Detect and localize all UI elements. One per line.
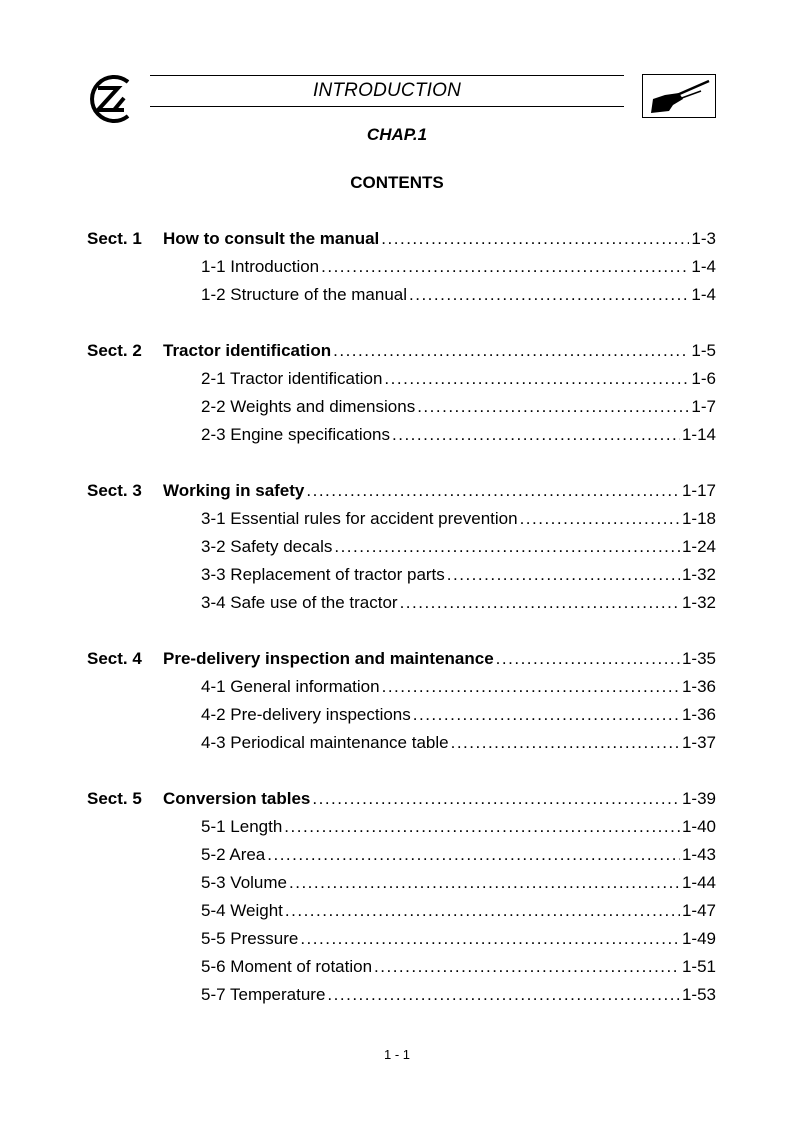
- page-ref: 1-4: [691, 285, 716, 304]
- contents-heading: CONTENTS: [350, 173, 444, 192]
- subsection-title: 3-1 Essential rules for accident prevention: [201, 509, 518, 528]
- stylized-z-logo-icon: [84, 74, 134, 124]
- section-label: Sect. 1: [87, 229, 142, 248]
- dot-leader: [327, 983, 680, 1007]
- section-label: Sect. 3: [87, 481, 142, 500]
- subsection-title: 5-2 Area: [201, 845, 266, 864]
- subsection-title: 4-2 Pre-delivery inspections: [201, 705, 411, 724]
- dot-leader: [284, 815, 680, 839]
- page-ref: 1-37: [681, 733, 716, 752]
- dot-leader: [381, 227, 689, 251]
- hand-icon-box: [642, 74, 716, 118]
- page-ref: 1-3: [691, 229, 716, 248]
- dot-leader: [334, 535, 680, 559]
- dot-leader: [400, 591, 680, 615]
- subsection-title: 5-5 Pressure: [201, 929, 299, 948]
- section-title: Pre-delivery inspection and maintenance: [163, 649, 494, 668]
- dot-leader: [374, 955, 680, 979]
- subsection-title: 3-4 Safe use of the tractor: [201, 593, 398, 612]
- header-title: INTRODUCTION: [312, 80, 462, 101]
- section-title: Conversion tables: [163, 789, 311, 808]
- page-ref: 1-40: [681, 817, 716, 836]
- dot-leader: [321, 255, 689, 279]
- subsection-title: 5-4 Weight: [201, 901, 283, 920]
- page-ref: 1-43: [681, 845, 716, 864]
- page-number: 1 - 1: [383, 1047, 410, 1062]
- section-label: Sect. 4: [87, 649, 142, 668]
- subsection-title: 1-2 Structure of the manual: [201, 285, 408, 304]
- subsection-title: 2-3 Engine specifications: [201, 425, 391, 444]
- section-title: Tractor identification: [163, 341, 332, 360]
- chapter-heading: CHAP.1: [366, 125, 428, 144]
- subsection-title: 5-3 Volume: [201, 873, 287, 892]
- page-ref: 1-36: [681, 705, 716, 724]
- page-ref: 1-53: [681, 985, 716, 1004]
- subsection-title: 3-2 Safety decals: [201, 537, 333, 556]
- dot-leader: [451, 731, 680, 755]
- hand-pointing-icon: [643, 75, 717, 119]
- page-ref: 1-17: [681, 481, 716, 500]
- page-ref: 1-47: [681, 901, 716, 920]
- header-rule-top: [150, 75, 624, 76]
- dot-leader: [496, 647, 680, 671]
- page-ref: 1-36: [681, 677, 716, 696]
- page-ref: 1-14: [681, 425, 716, 444]
- section-label: Sect. 2: [87, 341, 142, 360]
- section-title: How to consult the manual: [163, 229, 380, 248]
- page-ref: 1-32: [681, 593, 716, 612]
- subsection-title: 2-2 Weights and dimensions: [201, 397, 416, 416]
- dot-leader: [285, 899, 680, 923]
- page-ref: 1-6: [691, 369, 716, 388]
- page-ref: 1-39: [681, 789, 716, 808]
- section-title: Working in safety: [163, 481, 305, 500]
- subsection-title: 5-1 Length: [201, 817, 283, 836]
- dot-leader: [417, 395, 689, 419]
- page-ref: 1-18: [681, 509, 716, 528]
- dot-leader: [333, 339, 689, 363]
- header-rule-bottom: [150, 106, 624, 107]
- dot-leader: [300, 927, 680, 951]
- subsection-title: 4-3 Periodical maintenance table: [201, 733, 449, 752]
- page-ref: 1-24: [681, 537, 716, 556]
- page-ref: 1-44: [681, 873, 716, 892]
- page-ref: 1-49: [681, 929, 716, 948]
- dot-leader: [409, 283, 689, 307]
- dot-leader: [447, 563, 680, 587]
- dot-leader: [413, 703, 680, 727]
- dot-leader: [382, 675, 680, 699]
- subsection-title: 2-1 Tractor identification: [201, 369, 383, 388]
- dot-leader: [312, 787, 680, 811]
- page-ref: 1-5: [691, 341, 716, 360]
- dot-leader: [267, 843, 680, 867]
- page-ref: 1-35: [681, 649, 716, 668]
- subsection-title: 3-3 Replacement of tractor parts: [201, 565, 445, 584]
- subsection-title: 4-1 General information: [201, 677, 380, 696]
- subsection-title: 5-6 Moment of rotation: [201, 957, 373, 976]
- page-ref: 1-7: [691, 397, 716, 416]
- page-ref: 1-4: [691, 257, 716, 276]
- dot-leader: [306, 479, 680, 503]
- section-label: Sect. 5: [87, 789, 142, 808]
- page-ref: 1-32: [681, 565, 716, 584]
- subsection-title: 5-7 Temperature: [201, 985, 326, 1004]
- dot-leader: [392, 423, 680, 447]
- dot-leader: [289, 871, 680, 895]
- page-ref: 1-51: [681, 957, 716, 976]
- page-header: [0, 0, 794, 130]
- dot-leader: [520, 507, 680, 531]
- subsection-title: 1-1 Introduction: [201, 257, 320, 276]
- dot-leader: [384, 367, 689, 391]
